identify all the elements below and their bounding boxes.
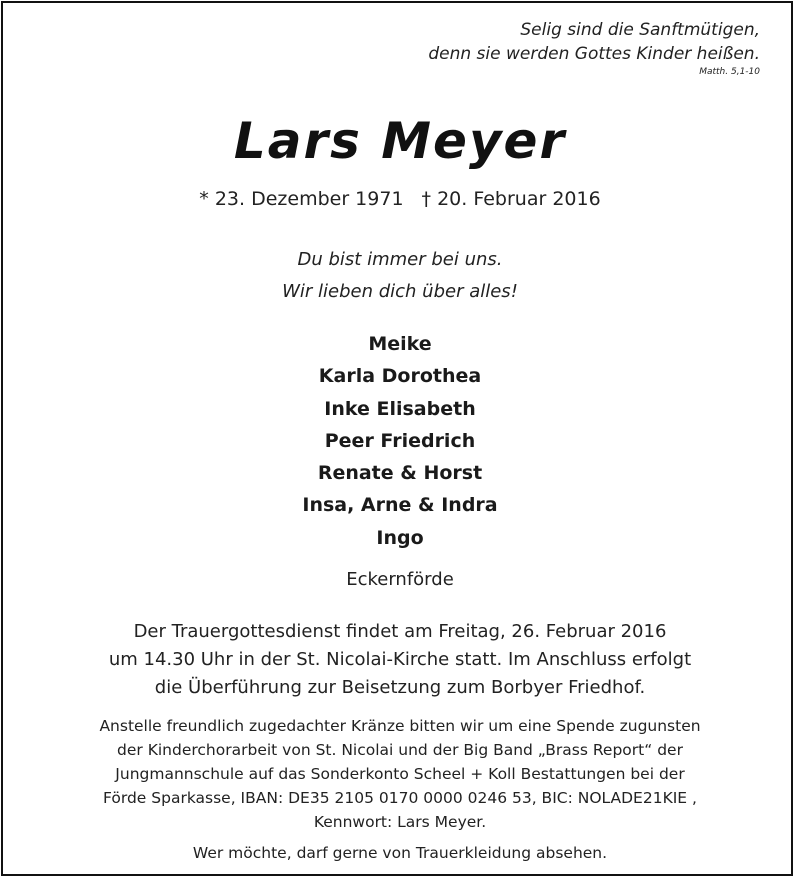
donation-request [0,714,800,834]
bible-verse [428,18,760,78]
donation-line-2: der Kinderchorarbeit von St. Nicolai und der Big Band „Brass Report“ der [117,741,683,759]
mourner-name: Karla Dorothea [318,365,482,388]
donation-line-5: Kennwort: Lars Meyer. [313,813,487,831]
mourner-name: Peer Friedrich [324,429,476,452]
verse-reference: Matth. 5,1-10 [699,67,760,77]
mourner-name: Insa, Arne & Indra [302,494,498,517]
birth-date: * 23. Dezember 1971 [199,188,404,210]
verse-line-1: Selig sind die Sanftmütigen, [520,20,760,40]
verse-line-2: denn sie werden Gottes Kinder heißen. [428,44,760,64]
service-line-1: Der Trauergottesdienst findet am Freitag, 26. Februar 2016 [133,621,667,642]
mourner-name: Ingo [376,526,424,549]
mourners-list [0,328,800,554]
service-line-2: um 14.30 Uhr in der St. Nicolai-Kirche statt. Im Anschluss erfolgt [108,649,692,670]
place-name: Eckernförde [346,569,454,590]
funeral-service-info [0,618,800,702]
life-dates [0,188,800,210]
mourner-name: Renate & Horst [317,462,483,485]
memorial-quote [0,244,800,308]
donation-line-3: Jungmannschule auf das Sonderkonto Scheel + Koll Bestattungen bei der [115,765,685,783]
closing-note: Wer möchte, darf gerne von Trauerkleidung absehen. [192,844,608,862]
donation-line-1: Anstelle freundlich zugedachter Kränze bitten wir um eine Spende zugunsten [99,717,701,735]
mourner-name: Inke Elisabeth [324,397,476,420]
death-date: † 20. Februar 2016 [421,188,601,210]
deceased-name: Lars Meyer [233,112,567,170]
mourner-name: Meike [368,333,432,355]
donation-line-4: Förde Sparkasse, IBAN: DE35 2105 0170 0000 0246 53, BIC: NOLADE21KIE , [103,789,697,807]
quote-line-2: Wir lieben dich über alles! [282,281,518,302]
service-line-3: die Überführung zur Beisetzung zum Borbyer Friedhof. [154,677,646,698]
quote-line-1: Du bist immer bei uns. [297,249,503,270]
